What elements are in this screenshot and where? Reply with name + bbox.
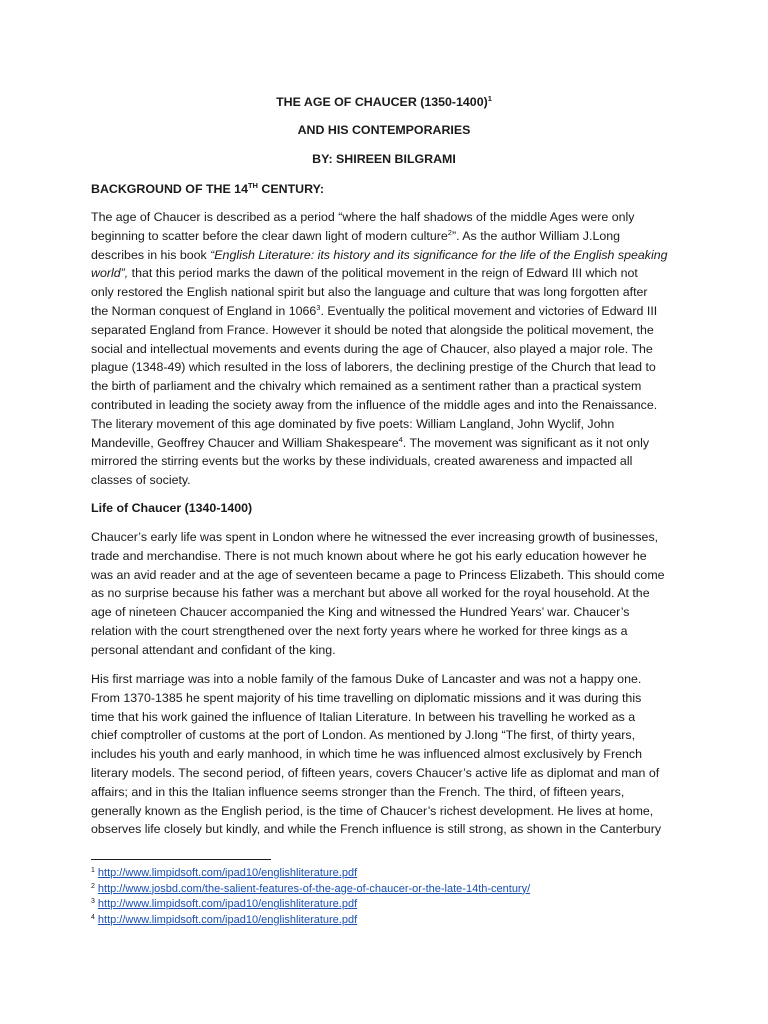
text-line: trade and merchandise. There is not much known about where he got his early education however he [91,548,647,563]
text-line: the birth of parliament and the chivalry which remained as a sentiment rather than a practical system [91,379,642,394]
book-title-italic: “English Literature: its history and its significance for the life of the English speaking [210,247,668,262]
text-line: From 1370-1385 he spent majority of his time travelling on diplomatic missions and it was during this [91,690,642,705]
footnotes [91,866,530,928]
paragraph-early-life [91,528,683,660]
text-line: the Norman conquest of England in 1066$^3$. Eventually the political movement and victories of Edward III [91,302,658,318]
text-line: observes life closely but kindly, and while the French influence is still strong, as shown in the Canterbury [91,822,662,837]
footnote-link[interactable]: http://www.josbd.com/the-salient-features-of-the-age-of-chaucer-or-the-late-14th-century/ [97,882,531,895]
text-line: contributed in leading the society away from the influence of the middle ages and into the Renaissance. [91,397,658,412]
text-line: describes in his book “English Literature: its history and its significance for the life of the English speaking [91,247,668,262]
text-line: His first marriage was into a noble family of the famous Duke of Lancaster and was not a happy one. [91,672,642,686]
footnote-number: 1 [91,867,95,874]
footnote-number: 2 [91,882,95,890]
text-line: was an avid reader and at the age of seventeen became a page to Princess Elizabeth. This should come [91,567,665,582]
title-line-1: THE AGE OF CHAUCER (1350-1400) [276,95,488,109]
footnote-marker: 4 [398,434,403,444]
footnote-divider [91,859,271,860]
text-line: The age of Chaucer is described as a period “where the half shadows of the middle Ages were only [91,210,635,224]
paragraph-background [91,208,683,490]
footnote-2 [91,882,530,898]
text-line: classes of society. [91,473,191,488]
footnote-3 [91,897,530,913]
text-line: only restored the English national spirit but also the language and culture that was long forgotten after [91,285,648,300]
text-line: relation with the court strengthened over the next forty years where he worked for three kings as a [91,623,628,638]
footnote-number: 3 [91,898,95,906]
text-line: time that his work gained the influence of Italian Literature. In between his travelling he worked as a [91,709,636,724]
text-line: mirrored the stirring events but the works by these individuals, created awareness and impacted all [91,454,633,469]
text-line: generally known as the English period, is the time of Chaucer’s richest development. He lives at home, [91,803,654,818]
text-line: Chaucer’s early life was spent in London where he witnessed the ever increasing growth of businesses, [91,530,659,544]
section-heading-background [91,180,324,199]
text-line: social and intellectual movements and events during the age of Chaucer, also played a major role. The [91,341,653,356]
text-line: beginning to scatter before the clear dawn light of modern culture$^2$”. As the author William J.Long [91,227,621,243]
text-line: literary models. The second period, of fifteen years, covers Chaucer’s active life as diplomat and man of [91,765,660,780]
section-heading-life-of-chaucer: Life of Chaucer (1340-1400) [91,501,253,515]
document-author: BY: SHIREEN BILGRAMI [312,152,456,166]
title-footnote-marker: 1 [487,94,492,103]
text-line: chief comptroller of customs at the port of London. As mentioned by J.long “The first, of thirty years, [91,728,636,743]
text-line: affairs; and in this the Italian influence seems stronger than the French. The third, of fifteen years, [91,784,625,799]
footnote-number: 4 [91,913,95,921]
section-heading-text: BACKGROUND OF THE 14 [91,182,248,196]
footnote-link[interactable]: http://www.limpidsoft.com/ipad10/englishliterature.pdf [97,867,358,879]
text-line: personal attendant and confidant of the king. [91,642,336,657]
document-title [0,93,768,112]
document-subtitle: AND HIS CONTEMPORARIES [297,123,471,137]
section-heading-sup: TH [247,181,258,190]
footnote-marker: 3 [316,302,321,312]
footnote-link[interactable]: http://www.limpidsoft.com/ipad10/englishliterature.pdf [97,898,358,911]
footnote-1 [91,866,530,882]
footnote-link[interactable]: http://www.limpidsoft.com/ipad10/englishliterature.pdf [97,913,358,926]
text-line: as no surprise because his father was a merchant but above all worked for the royal household. At the [91,586,650,601]
text-line: plague (1348-49) which resulted in the loss of laborers, the declining prestige of the Church that lead to [91,360,656,375]
book-title-italic: world”, [91,266,129,281]
text-line: The literary movement of this age dominated by five poets: William Langland, John Wyclif, John [91,416,615,431]
section-heading-text-end: CENTURY: [257,182,325,196]
text-line: age of nineteen Chaucer accompanied the King and witnessed the Hundred Years’ war. Chaucer’s [91,605,630,620]
footnote-marker: 2 [447,227,452,237]
paragraph-marriage-and-career [91,670,683,839]
text-line: Mandeville, Geoffrey Chaucer and William Shakespeare$^4$. The movement was significant as it not only [91,434,650,450]
text-line: includes his youth and early manhood, in which time he was influenced almost exclusively by French [91,747,642,762]
text-line: separated England from France. However it should be noted that alongside the political movement, the [91,322,654,337]
text-line: world”, that this period marks the dawn of the political movement in the reign of Edward III which not [91,266,638,281]
footnote-4 [91,913,530,929]
